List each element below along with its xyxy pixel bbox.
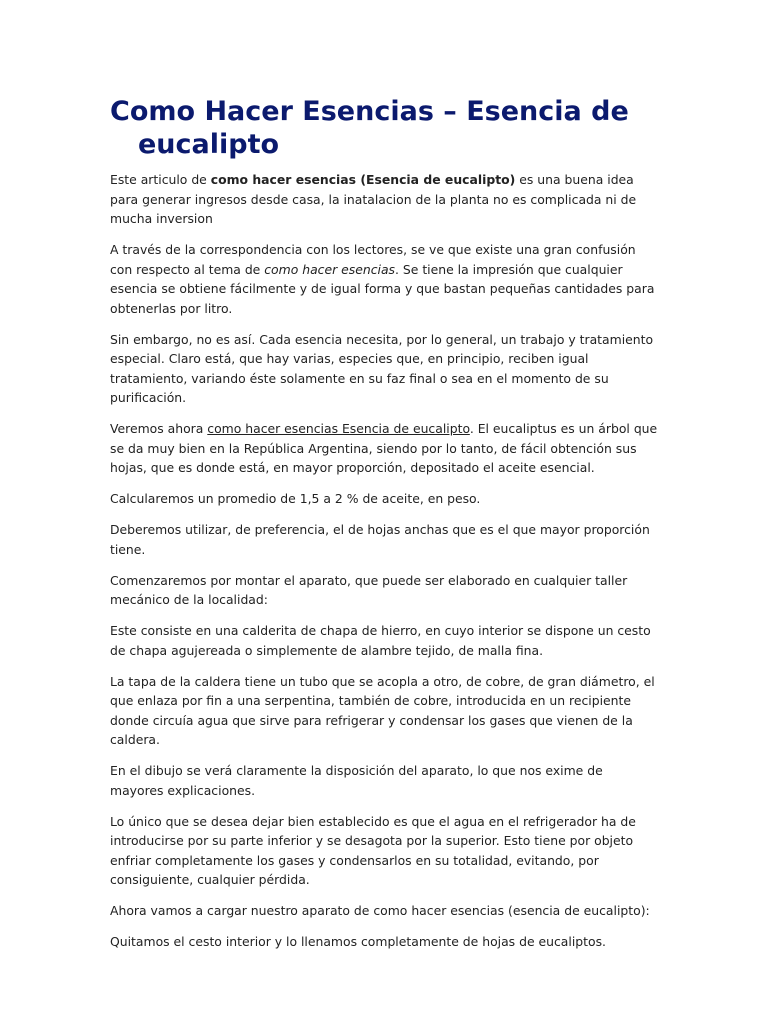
italic-phrase: como hacer esencias — [264, 261, 396, 277]
paragraph-tapa: La tapa de la caldera tiene un tubo que se acopla a otro, de cobre, de gran diámetro, el que enlaza por fin a una serpentina, también de cobre, introducida en un recipiente donde circuía agua que sirve para refrigerar y condensar los gases que vienen de la caldera. — [110, 673, 655, 747]
paragraph-quitamos: Quitamos el cesto interior y lo llenamos completamente de hojas de eucaliptos. — [110, 934, 606, 949]
paragraph-calderita: Este consiste en una calderita de chapa de hierro, en cuyo interior se dispone un cesto de chapa agujereada o simplemente de alambre tejido, de malla fina. — [110, 623, 651, 658]
article-body — [110, 170, 660, 963]
paragraph-text: . El eucaliptus es un árbol que se da muy bien en la República Argentina, siendo por lo tanto, de fácil obtención sus hojas, que es donde está, en mayor proporción, depositado el aceite esencial. — [110, 421, 658, 475]
paragraph-text: Veremos ahora — [110, 421, 208, 436]
paragraph-dibujo: En el dibujo se verá claramente la disposición del aparato, lo que nos exime de mayores explicaciones. — [110, 763, 603, 798]
paragraph-text: Este articulo de — [110, 172, 211, 187]
paragraph-confusion — [110, 240, 660, 318]
paragraph-veremos — [110, 419, 660, 478]
paragraph-cargar: Ahora vamos a cargar nuestro aparato de como hacer esencias (esencia de eucalipto): — [110, 903, 650, 918]
paragraph-promedio: Calcularemos un promedio de 1,5 a 2 % de aceite, en peso. — [110, 491, 481, 506]
article-title: Como Hacer Esencias – Esencia de eucalipto — [110, 96, 629, 160]
paragraph-montar: Comenzaremos por montar el aparato, que puede ser elaborado en cualquier taller mecánico de la localidad: — [110, 572, 628, 607]
paragraph-text: es una buena idea para generar ingresos desde casa, la inatalacion de la planta no es complicada ni de mucha inversion — [110, 172, 637, 226]
paragraph-utilizar: Deberemos utilizar, de preferencia, el de hojas anchas que es el que mayor proporción tiene. — [110, 522, 650, 557]
article-link[interactable]: como hacer esencias Esencia de eucalipto — [207, 421, 470, 436]
paragraph-agua: Lo único que se desea dejar bien establecido es que el agua en el refrigerador ha de introducirse por su parte inferior y se desagota por la superior. Esto tiene por objeto enfriar completamente los gases y condensarlos en su totalidad, evitando, por consiguiente, cualquier pérdida. — [110, 813, 636, 887]
bold-phrase: como hacer esencias (Esencia de eucalipto) — [210, 172, 516, 187]
paragraph-text: . Se tiene la impresión que cualquier esencia se obtiene fácilmente y de igual forma y que bastan pequeñas cantidades para obtenerlas por litro. — [110, 261, 655, 316]
paragraph-text: A través de la correspondencia con los lectores, se ve que existe una gran confusión con respecto al tema de — [110, 242, 636, 277]
paragraph-intro — [110, 170, 660, 229]
paragraph-sin-embargo: Sin embargo, no es así. Cada esencia necesita, por lo general, un trabajo y tratamiento especial. Claro está, que hay varias, especies que, en principio, reciben igual tratamiento, variando éste solamente en su faz final o sea en el momento de su purificación. — [110, 331, 654, 405]
